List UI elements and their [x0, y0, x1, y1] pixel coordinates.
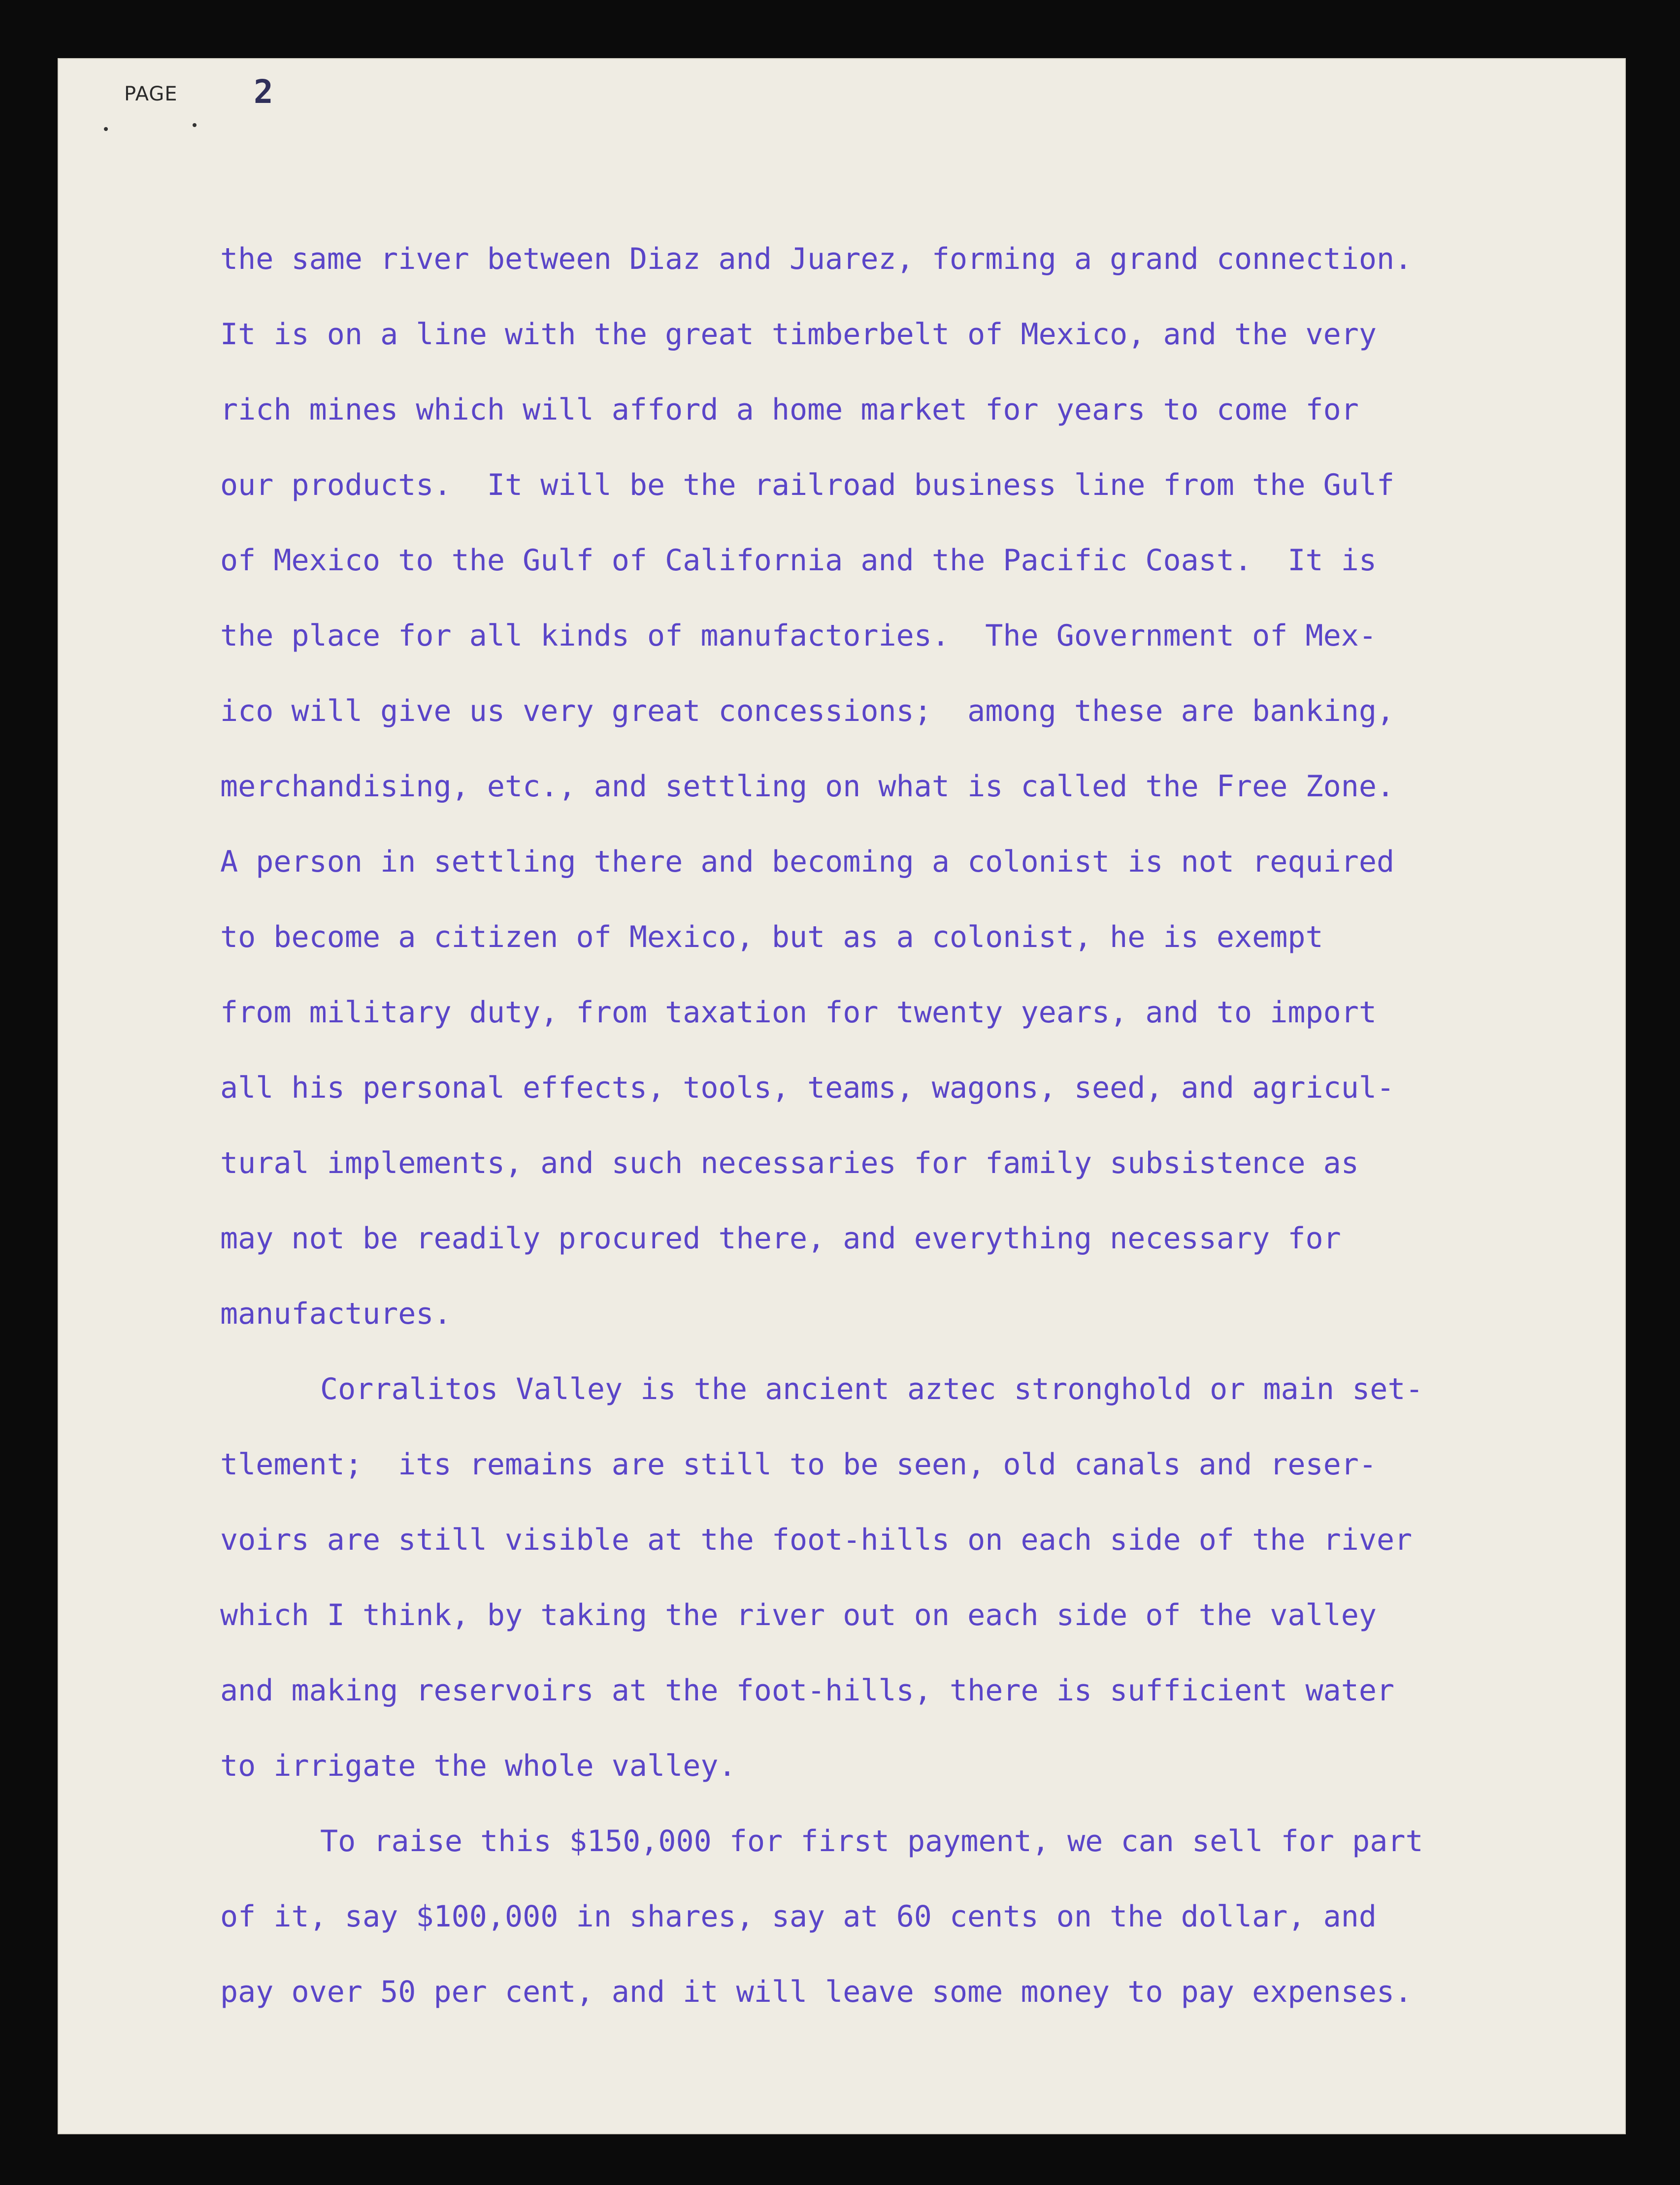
text-line: which I think, by taking the river out on each side of the valley	[220, 1598, 1377, 1632]
text-line: to irrigate the whole valley.	[220, 1749, 736, 1783]
text-line: our products. It will be the railroad business line from the Gulf	[220, 468, 1395, 502]
text-line: all his personal effects, tools, teams, wagons, seed, and agricul-	[220, 1071, 1395, 1105]
text-line: of Mexico to the Gulf of California and the Pacific Coast. It is	[220, 543, 1377, 578]
text-line: rich mines which will afford a home market for years to come for	[220, 392, 1359, 427]
text-line: and making reservoirs at the foot-hills, there is sufficient water	[220, 1673, 1395, 1708]
text-line: to become a citizen of Mexico, but as a colonist, he is exempt	[220, 920, 1323, 954]
text-line: tlement; its remains are still to be seen, old canals and reser-	[220, 1447, 1377, 1482]
text-line: It is on a line with the great timberbelt of Mexico, and the very	[220, 317, 1377, 352]
ink-speck	[104, 127, 108, 131]
text-line: the same river between Diaz and Juarez, forming a grand connection.	[220, 242, 1413, 276]
text-line: pay over 50 per cent, and it will leave some money to pay expenses.	[220, 1975, 1413, 2009]
page-label: PAGE	[124, 83, 178, 105]
paragraph-start-line: To raise this $150,000 for first payment, we can sell for part	[320, 1824, 1423, 1859]
text-line: tural implements, and such necessaries for family subsistence as	[220, 1146, 1359, 1180]
document-page	[58, 58, 1626, 2134]
text-line: from military duty, from taxation for twenty years, and to import	[220, 995, 1377, 1030]
paragraph-start-line: Corralitos Valley is the ancient aztec stronghold or main set-	[320, 1372, 1423, 1406]
text-line: ico will give us very great concessions; among these are banking,	[220, 694, 1395, 728]
text-line: merchandising, etc., and settling on what is called the Free Zone.	[220, 769, 1395, 804]
text-line: A person in settling there and becoming a colonist is not required	[220, 845, 1395, 879]
text-line: may not be readily procured there, and everything necessary for	[220, 1221, 1341, 1256]
text-line: voirs are still visible at the foot-hills on each side of the river	[220, 1523, 1413, 1557]
page-number: 2	[254, 73, 273, 111]
typed-body-text	[220, 222, 1614, 2030]
text-line: the place for all kinds of manufactories. The Government of Mex-	[220, 619, 1377, 653]
text-line: manufactures.	[220, 1297, 452, 1331]
ink-speck	[193, 123, 197, 127]
text-line: of it, say $100,000 in shares, say at 60 cents on the dollar, and	[220, 1899, 1377, 1934]
